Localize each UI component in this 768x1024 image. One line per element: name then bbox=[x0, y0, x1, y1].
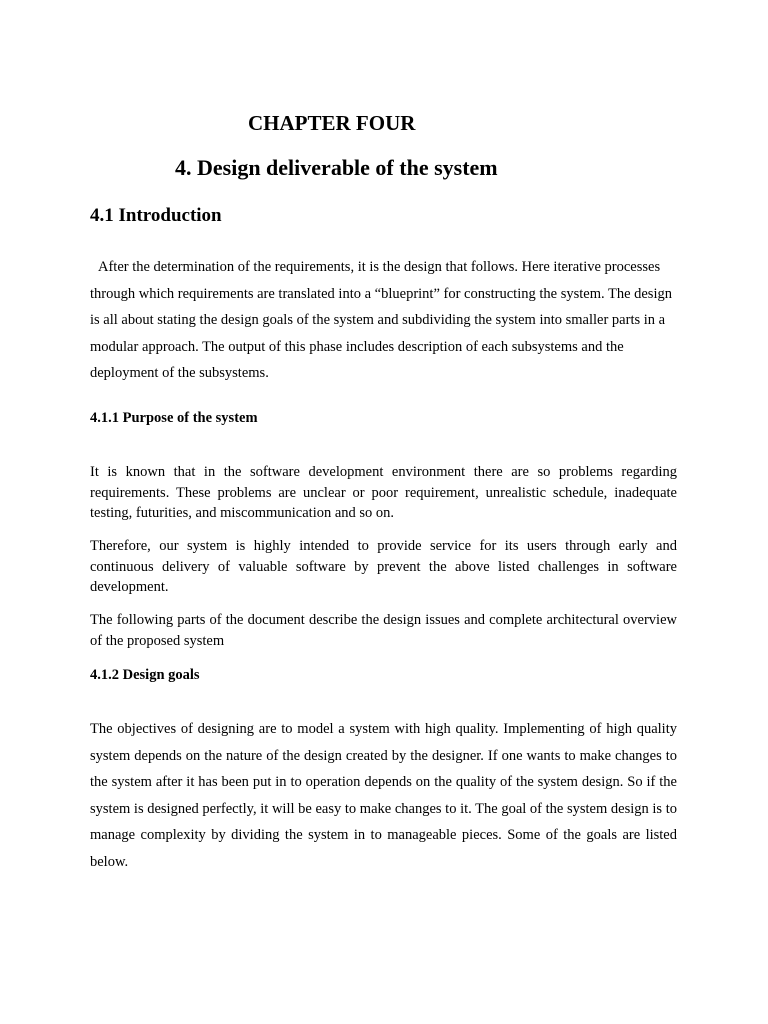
subsection-heading-design-goals: 4.1.2 Design goals bbox=[90, 667, 200, 683]
design-goals-paragraph: The objectives of designing are to model a system with high quality. Implementing of high quality system depends on the nature of the design created by the designer. If one wants to make changes to the system after it has been put in to operation depends on the quality of the system design. So if the system is designed perfectly, it will be easy to make changes to it. The goal of the system design is to manage complexity by dividing the system in to manageable pieces. Some of the goals are listed below. bbox=[90, 721, 677, 870]
section-heading-introduction: 4.1 Introduction bbox=[90, 205, 222, 226]
purpose-paragraph-2: Therefore, our system is highly intended to provide service for its users through early and continuous delivery of valuable software by prevent the above listed challenges in software development. bbox=[90, 538, 677, 595]
chapter-label: CHAPTER FOUR bbox=[248, 111, 416, 135]
subsection-heading-purpose: 4.1.1 Purpose of the system bbox=[90, 410, 258, 426]
introduction-paragraph: After the determination of the requirements, it is the design that follows. Here iterative processes through which requirements are translated into a “blueprint” for constructing the system. The design is all about stating the design goals of the system and subdividing the system into smaller parts in a modular approach. The output of this phase includes description of each subsystems and the deployment of the subsystems. bbox=[90, 259, 672, 382]
purpose-paragraph-3: The following parts of the document describe the design issues and complete architectural overview of the proposed system bbox=[90, 612, 677, 649]
purpose-paragraph-1: It is known that in the software development environment there are so problems regarding requirements. These problems are unclear or poor requirement, unrealistic schedule, inadequate testing, futurities, and miscommunication and so on. bbox=[90, 464, 677, 521]
chapter-title: 4. Design deliverable of the system bbox=[175, 155, 498, 180]
